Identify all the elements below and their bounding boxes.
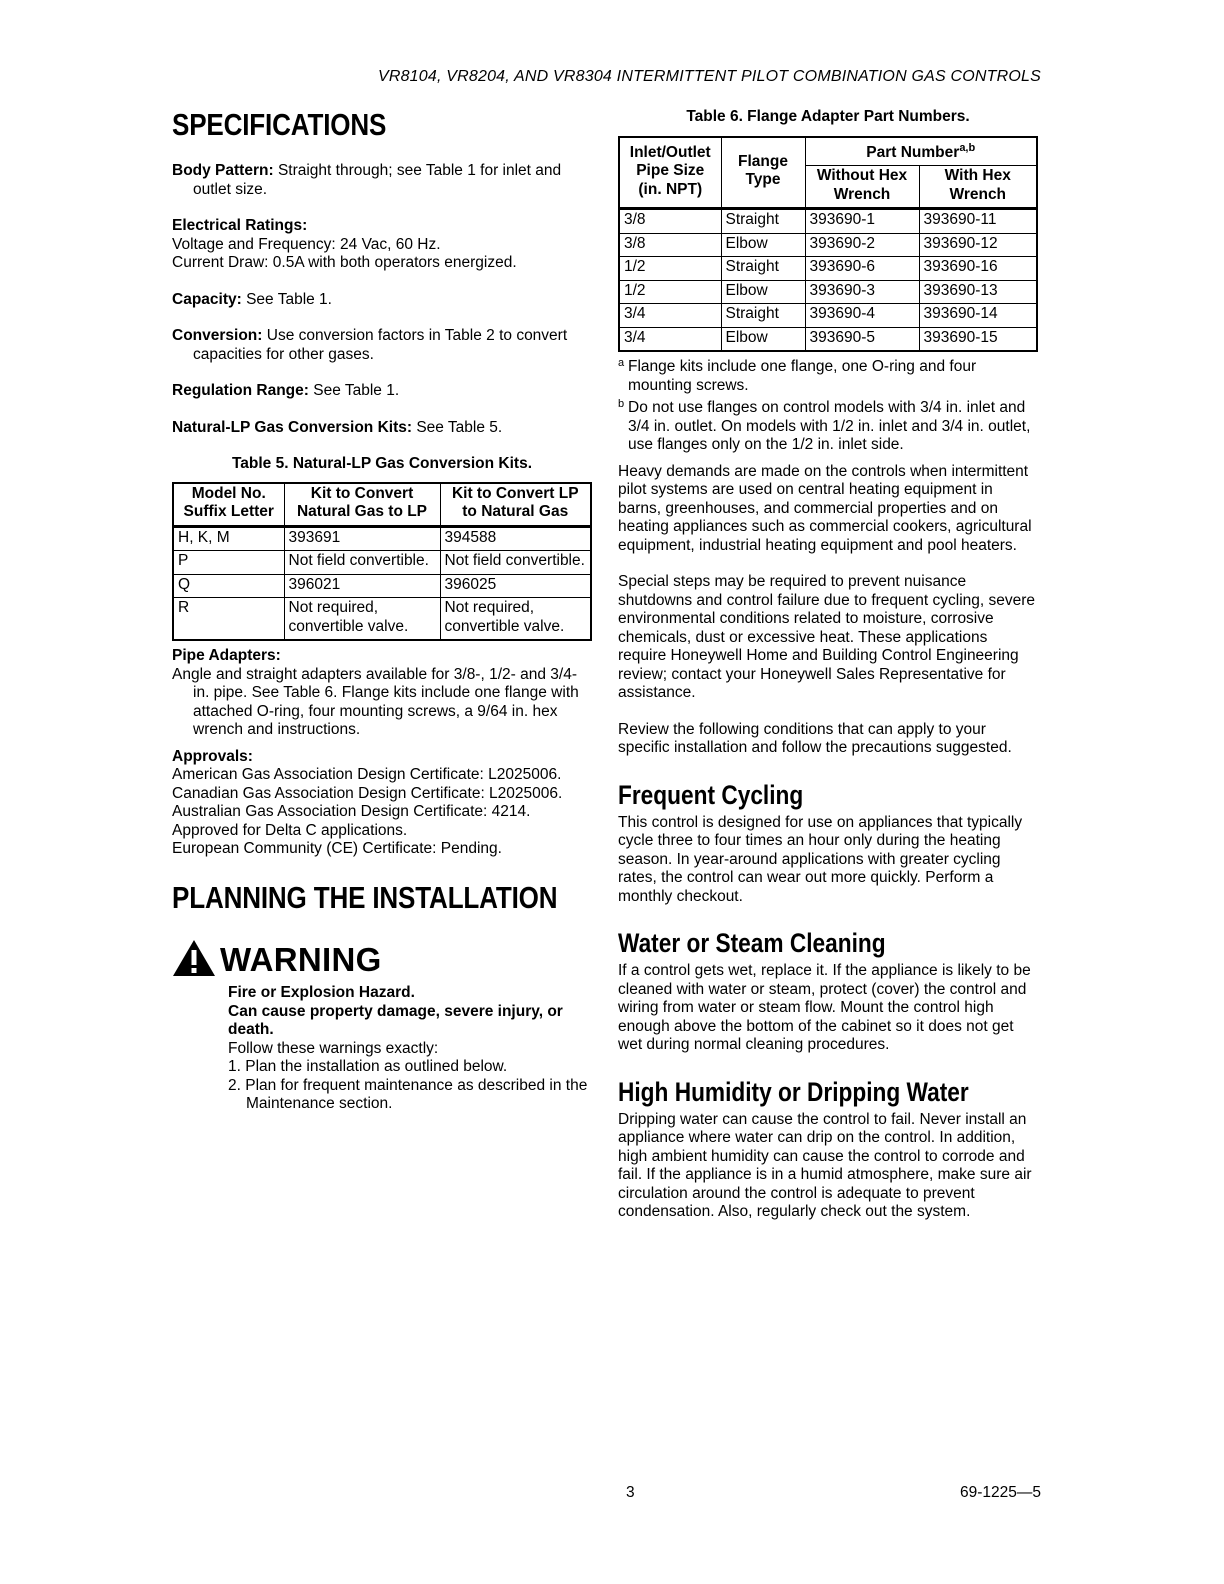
- table-cell: 393691: [284, 526, 440, 551]
- warning-triangle-icon: [172, 939, 216, 983]
- pipe-adapters-text: Angle and straight adapters available for 3/8-, 1/2- and 3/4-in. pipe. See Table 6. Flange kits include one flange with attached O-ring, four mounting screws, a 9/64 in. hex wrench and instructions.: [172, 665, 579, 738]
- table-cell: 393690-4: [805, 304, 919, 328]
- table-cell: Elbow: [721, 280, 805, 304]
- table-cell: 393690-1: [805, 209, 919, 234]
- capacity: [172, 291, 592, 310]
- pipe-adapters: [172, 647, 592, 740]
- approvals: [172, 748, 592, 859]
- conversion-label: Conversion:: [172, 327, 263, 344]
- warning-consequence: Can cause property damage, severe injury, or death.: [228, 1002, 563, 1038]
- water-steam-heading: Water or Steam Cleaning: [618, 928, 886, 959]
- table-cell: Not required, convertible valve.: [440, 598, 591, 641]
- approvals-label: Approvals:: [172, 747, 253, 765]
- conversion-kits: [172, 419, 592, 438]
- warning-intro: Follow these warnings exactly:: [228, 1039, 439, 1057]
- table-cell: 393690-2: [805, 233, 919, 257]
- approval-line: European Community (CE) Certificate: Pending.: [172, 840, 502, 857]
- electrical-line-1: Voltage and Frequency: 24 Vac, 60 Hz.: [172, 235, 441, 253]
- table-cell: 3/4: [619, 304, 721, 328]
- footnote-b-mark: b: [618, 398, 625, 411]
- table-cell: 393690-3: [805, 280, 919, 304]
- table-cell: 396021: [284, 574, 440, 598]
- humidity-heading: High Humidity or Dripping Water: [618, 1076, 969, 1107]
- table-cell: 393690-15: [919, 327, 1037, 351]
- capacity-label: Capacity:: [172, 290, 242, 308]
- frequent-cycling-text: This control is designed for use on appliances that typically cycle three to four times an hour only during the heating season. In year-around applications with greater cycling rates, the control can wear out more quickly. Perform a monthly checkout.: [618, 813, 1023, 905]
- table-cell: P: [173, 551, 284, 575]
- approval-line: Approved for Delta C applications.: [172, 821, 408, 839]
- table5-header-cell: Model No. Suffix Letter: [173, 483, 284, 527]
- table5-header-cell: Kit to Convert Natural Gas to LP: [284, 483, 440, 527]
- kits-text: See Table 5.: [416, 418, 503, 436]
- approval-line: Australian Gas Association Design Certificate: 4214.: [172, 803, 531, 820]
- warning-title: [172, 939, 592, 983]
- table-row: [173, 598, 591, 641]
- footnote-b: [618, 399, 1038, 455]
- body-pattern: [172, 162, 592, 199]
- body-paragraph: Heavy demands are made on the controls when intermittent pilot systems are used on central heating equipment in barns, greenhouses, and commercial properties and on heating appliances such as commercial cookers, agricultural equipment, industrial heating equipment and pool heaters.: [618, 462, 1032, 554]
- conversion-text: Use conversion factors in Table 2 to convert capacities for other gases.: [193, 327, 568, 363]
- running-header: VR8104, VR8204, AND VR8304 INTERMITTENT PILOT COMBINATION GAS CONTROLS: [377, 68, 1041, 85]
- footnote-a: [618, 358, 1038, 395]
- table6-caption: Table 6. Flange Adapter Part Numbers.: [686, 108, 970, 125]
- water-steam-text: If a control gets wet, replace it. If the appliance is likely to be cleaned with water or steam, protect (cover) the control and wiring from water or steam flow. Mount the control high enough above the bottom of the cabinet so it does not get wet during normal cleaning procedures.: [618, 962, 1031, 1054]
- table-row: [619, 209, 1037, 234]
- table-row: [619, 257, 1037, 281]
- table-cell: Straight: [721, 257, 805, 281]
- table-cell: Not field convertible.: [440, 551, 591, 575]
- table6: [618, 136, 1038, 353]
- table-cell: 393690-6: [805, 257, 919, 281]
- table-cell: 393690-13: [919, 280, 1037, 304]
- approval-line: American Gas Association Design Certificate: L2025006.: [172, 766, 562, 783]
- table6-header-cell: Inlet/Outlet Pipe Size (in. NPT): [619, 137, 721, 209]
- table-cell: Elbow: [721, 327, 805, 351]
- table-row: [619, 304, 1037, 328]
- pipe-adapters-label: Pipe Adapters:: [172, 647, 281, 664]
- table6-header-cell: Without Hex Wrench: [805, 166, 919, 209]
- table6-header-cell: With Hex Wrench: [919, 166, 1037, 209]
- table-cell: 3/8: [619, 233, 721, 257]
- table-cell: Not field convertible.: [284, 551, 440, 575]
- table5-caption: Table 5. Natural-LP Gas Conversion Kits.: [231, 455, 533, 472]
- body-pattern-label: Body Pattern:: [172, 162, 274, 179]
- table-cell: 393690-12: [919, 233, 1037, 257]
- warning-heading: WARNING: [220, 941, 382, 979]
- table-row: [173, 551, 591, 575]
- table-cell: 393690-5: [805, 327, 919, 351]
- part-number-label: Part Number: [866, 143, 960, 161]
- table6-header-cell: Flange Type: [721, 137, 805, 209]
- conversion: [172, 327, 592, 364]
- table-cell: 3/4: [619, 327, 721, 351]
- right-column: [618, 108, 1038, 1240]
- regulation-label: Regulation Range:: [172, 382, 309, 399]
- humidity-text: Dripping water can cause the control to fail. Never install an appliance where water can drip on the control. In addition, high ambient humidity can cause the control to corrode and fail. If the appliance is in a humid atmosphere, make sure air circulation around the control is adequate to prevent condensation. Also, regularly check out the system.: [618, 1110, 1032, 1221]
- specifications-heading: SPECIFICATIONS: [172, 107, 387, 142]
- table5-header-cell: Kit to Convert LP to Natural Gas: [440, 483, 591, 527]
- regulation-range: [172, 382, 592, 401]
- warning-hazard: Fire or Explosion Hazard.: [228, 984, 415, 1001]
- table6-group-header: [805, 137, 1037, 166]
- table-cell: 393690-11: [919, 209, 1037, 234]
- table6-header-row: [619, 137, 1037, 166]
- footnote-a-text: Flange kits include one flange, one O-ring and four mounting screws.: [628, 358, 977, 394]
- table-cell: 1/2: [619, 280, 721, 304]
- table5: [172, 482, 592, 642]
- table-cell: R: [173, 598, 284, 641]
- table-cell: 393690-16: [919, 257, 1037, 281]
- table-cell: Elbow: [721, 233, 805, 257]
- warning-steps: [228, 1058, 592, 1114]
- table-cell: Q: [173, 574, 284, 598]
- table5-header-row: [173, 483, 591, 527]
- table-cell: 396025: [440, 574, 591, 598]
- part-number-sup: a,b: [959, 141, 976, 154]
- table-cell: 394588: [440, 526, 591, 551]
- table-row: [619, 280, 1037, 304]
- electrical-line-2: Current Draw: 0.5A with both operators energized.: [172, 254, 517, 271]
- table-row: [619, 233, 1037, 257]
- table-cell: H, K, M: [173, 526, 284, 551]
- kits-label: Natural-LP Gas Conversion Kits:: [172, 418, 413, 436]
- page-number: 3: [626, 1484, 635, 1501]
- list-item: 1. Plan the installation as outlined below.: [228, 1058, 508, 1075]
- footnote-b-text: Do not use flanges on control models with 3/4 in. inlet and 3/4 in. outlet. On models with 1/2 in. inlet and 3/4 in. outlet, use flanges only on the 1/2 in. inlet side.: [628, 399, 1031, 454]
- table-row: [173, 526, 591, 551]
- list-item: 2. Plan for frequent maintenance as described in the Maintenance section.: [228, 1076, 588, 1112]
- body-paragraph: Special steps may be required to prevent nuisance shutdowns and control failure due to frequent cycling, severe environmental conditions related to moisture, corrosive chemicals, dust or excessive heat. These applications require Honeywell Home and Building Control Engineering review; contact your Honeywell Sales Representative for assistance.: [618, 573, 1036, 702]
- warning-body: [172, 984, 592, 1114]
- body-pattern-text: Straight through; see Table 1 for inlet and outlet size.: [193, 162, 562, 198]
- capacity-text: See Table 1.: [246, 290, 332, 308]
- table-cell: 3/8: [619, 209, 721, 234]
- regulation-text: See Table 1.: [313, 382, 400, 399]
- table-cell: 1/2: [619, 257, 721, 281]
- table-cell: Straight: [721, 304, 805, 328]
- table-row: [619, 327, 1037, 351]
- table-cell: 393690-14: [919, 304, 1037, 328]
- electrical-ratings: [172, 217, 592, 273]
- electrical-label: Electrical Ratings:: [172, 217, 308, 234]
- left-column: [172, 108, 592, 1114]
- table-row: [173, 574, 591, 598]
- document-number: 69-1225—5: [959, 1484, 1041, 1501]
- planning-heading: PLANNING THE INSTALLATION: [172, 879, 558, 915]
- footnote-a-mark: a: [618, 357, 625, 370]
- body-paragraph: Review the following conditions that can apply to your specific installation and follow the precautions suggested.: [618, 720, 1012, 757]
- approval-line: Canadian Gas Association Design Certificate: L2025006.: [172, 784, 563, 802]
- table-cell: Not required, convertible valve.: [284, 598, 440, 641]
- table-cell: Straight: [721, 209, 805, 234]
- frequent-cycling-heading: Frequent Cycling: [618, 779, 804, 810]
